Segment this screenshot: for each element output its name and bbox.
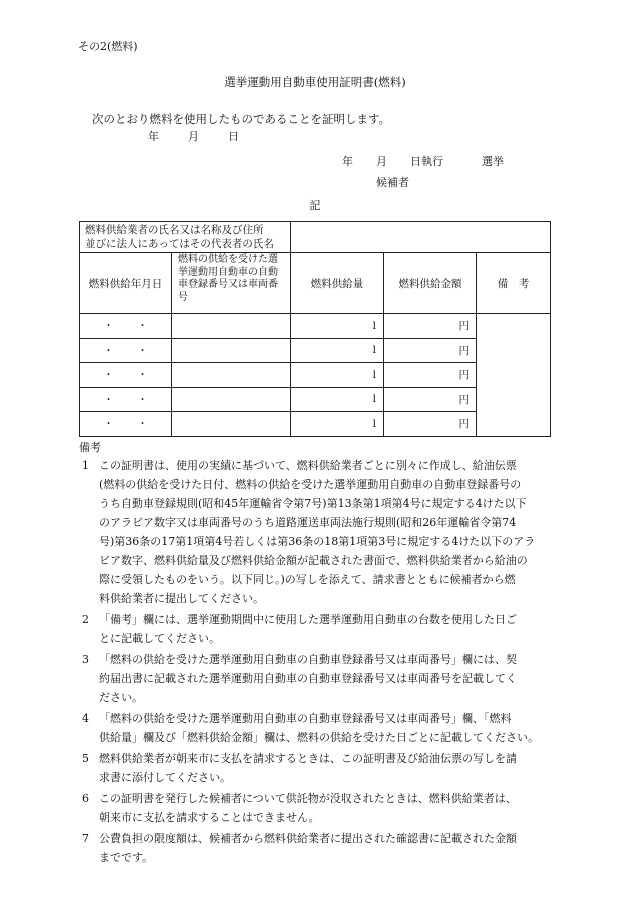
amount-cell[interactable]: 円	[384, 338, 477, 363]
note-number: 7	[82, 832, 89, 845]
election-held-label: 日執行	[410, 155, 443, 168]
note-text: 「燃料の供給を受けた選挙運動用自動車の自動車登録番号又は車両番号」欄、「燃料 供給量」欄及び「燃料供給金額」欄は、燃料の供給を受けた日ごとに記載してください。	[99, 712, 539, 744]
list-item	[79, 749, 555, 787]
quantity-cell[interactable]: l	[291, 314, 384, 339]
column-header-vehicle: 燃料の供給を受けた選挙運動用自動車の自動車登録番号又は車両番号	[172, 253, 291, 314]
supplier-header-line1: 燃料供給業者の氏名又は名称及び住所	[85, 224, 264, 236]
date-separator: ・	[137, 418, 148, 431]
ki-heading: 記	[309, 199, 321, 212]
note-text: この証明書を発行した候補者について供託物が没収されたときは、燃料供給業者は、 朝来市に支払を請求することはできません。	[99, 792, 517, 824]
date-separator: ・	[103, 393, 114, 406]
date-separator: ・	[137, 344, 148, 357]
list-item	[79, 829, 555, 867]
fuel-usage-table	[79, 221, 551, 437]
date-cell[interactable]	[80, 412, 172, 437]
note-text: 「備考」欄には、選挙運動期間中に使用した選挙運動用自動車の台数を使用した日ご とに記載してください。	[99, 613, 517, 645]
list-item	[79, 456, 555, 608]
date-separator: ・	[103, 344, 114, 357]
quantity-cell[interactable]: l	[291, 412, 384, 437]
document-label: その2(燃料)	[78, 40, 138, 53]
quantity-cell[interactable]: l	[291, 363, 384, 388]
note-number: 4	[82, 712, 89, 725]
election-year-label: 年	[342, 155, 353, 168]
date-month-label: 月	[188, 130, 199, 143]
note-number: 3	[82, 653, 89, 666]
date-day-label: 日	[228, 130, 239, 143]
date-cell[interactable]	[80, 387, 172, 412]
list-item	[79, 789, 555, 827]
quantity-cell[interactable]: l	[291, 387, 384, 412]
vehicle-cell[interactable]	[172, 314, 291, 339]
list-item	[79, 709, 555, 747]
date-separator: ・	[103, 320, 114, 333]
vehicle-cell[interactable]	[172, 387, 291, 412]
date-separator: ・	[137, 369, 148, 382]
table-row	[80, 314, 551, 339]
note-text: 燃料供給業者が朝来市に支払を請求するときは、この証明書及び給油伝票の写しを請 求書に添付してください。	[99, 752, 517, 784]
supplier-header-line2: 並びに法人にあってはその代表者の氏名	[85, 238, 274, 250]
candidate-label: 候補者	[376, 176, 409, 189]
note-text: 公費負担の限度額は、候補者から燃料供給業者に提出された確認書に記載された金額 までです。	[99, 832, 517, 864]
amount-cell[interactable]: 円	[384, 363, 477, 388]
column-header-remarks: 備 考	[477, 253, 551, 314]
vehicle-cell[interactable]	[172, 363, 291, 388]
note-number: 6	[82, 792, 89, 805]
column-header-date: 燃料供給年月日	[80, 253, 172, 314]
notes-title: 備考	[79, 441, 101, 454]
remarks-cell[interactable]	[477, 314, 551, 437]
certification-statement: 次のとおり燃料を使用したものであることを証明します。	[92, 112, 391, 126]
date-separator: ・	[103, 418, 114, 431]
column-header-amount: 燃料供給金額	[384, 253, 477, 314]
election-date	[342, 153, 504, 169]
amount-cell[interactable]: 円	[384, 314, 477, 339]
document-title: 選挙運動用自動車使用証明書(燃料)	[224, 75, 406, 89]
amount-cell[interactable]: 円	[384, 387, 477, 412]
election-month-label: 月	[376, 155, 387, 168]
vehicle-cell[interactable]	[172, 412, 291, 437]
note-number: 1	[82, 459, 89, 472]
date-separator: ・	[103, 369, 114, 382]
list-item	[79, 610, 555, 648]
quantity-cell[interactable]: l	[291, 338, 384, 363]
amount-cell[interactable]: 円	[384, 412, 477, 437]
note-number: 2	[82, 613, 89, 626]
note-text: 「燃料の供給を受けた選挙運動用自動車の自動車登録番号又は車両番号」欄には、契 約届出書に記載された選挙運動用自動車の自動車登録番号又は車両番号を記載してく ださい。	[99, 653, 517, 704]
vehicle-cell[interactable]	[172, 338, 291, 363]
date-separator: ・	[137, 393, 148, 406]
column-header-quantity: 燃料供給量	[291, 253, 384, 314]
note-text: この証明書は、使用の実績に基づいて、燃料供給業者ごとに別々に作成し、給油伝票 (燃料の供給を受けた日付、燃料の供給を受けた選挙運動用自動車の自動車登録番号の うち自動車登録規則(昭和45年運輸省令第7号)第13条第1項第4号に規定する4けた以下 のアラビア数字又は車両番号のうち道路運送車両法施行規則(昭和26年運輸省令第74 号)第36条の17第1項第4号若しくは第36条の18第1項第3号に規定する4けた以下のアラ ビア数字、燃料供給量及び燃料供給金額が記載された書面で、燃料供給業者から給油の 際に受領したものをいう。以下同じ。)の写しを添えて、請求書とともに候補者から燃 料供給業者に提出してください。	[99, 459, 536, 605]
election-label: 選挙	[482, 155, 504, 168]
date-year-label: 年	[148, 130, 159, 143]
note-number: 5	[82, 752, 89, 765]
notes-list	[79, 456, 555, 869]
supplier-input-cell[interactable]	[291, 222, 551, 253]
certification-date	[148, 128, 239, 144]
supplier-header-cell	[80, 222, 291, 253]
date-cell[interactable]	[80, 314, 172, 339]
date-cell[interactable]	[80, 363, 172, 388]
list-item	[79, 650, 555, 707]
date-cell[interactable]	[80, 338, 172, 363]
date-separator: ・	[137, 320, 148, 333]
